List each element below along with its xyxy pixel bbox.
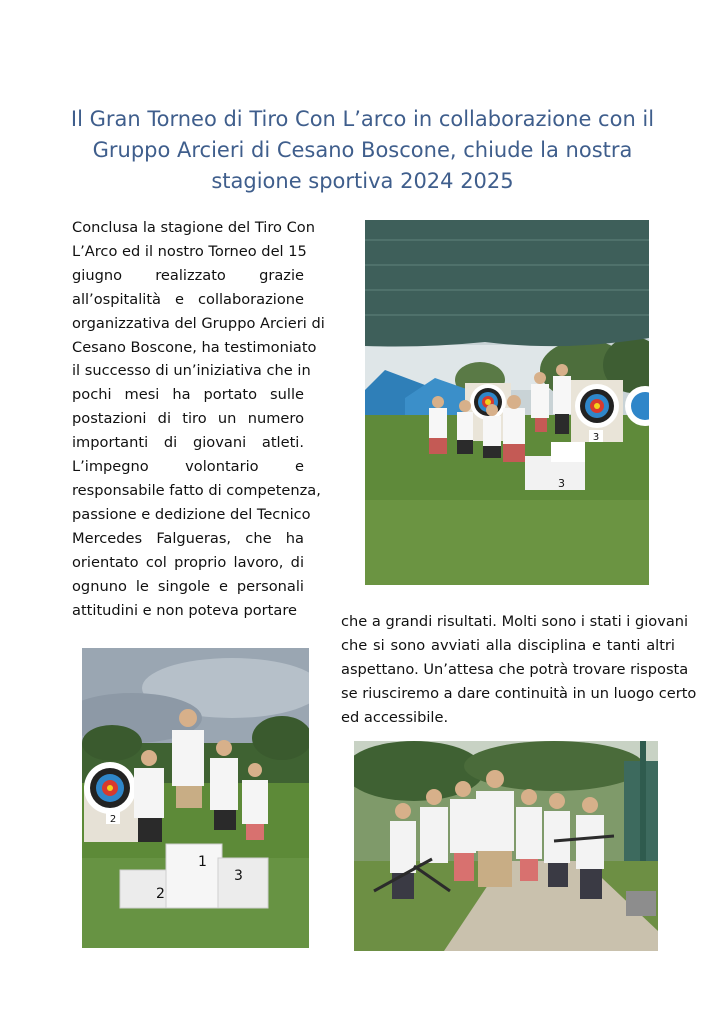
body-text-left-column: [72, 216, 325, 622]
text-line: organizzativa del Gruppo Arcieri di: [72, 314, 325, 332]
text-line: ed accessibile.: [341, 708, 449, 726]
photo-podium-ceremony: [82, 648, 309, 948]
text-line: Cesano Boscone, ha testimoniato: [72, 338, 317, 356]
text-line: pochi mesi ha portato sulle: [72, 386, 304, 404]
podium-number: 2: [156, 886, 165, 902]
text-line: che si sono avviati alla disciplina e tanti altri: [341, 636, 675, 654]
podium-number: 3: [558, 477, 565, 490]
body-text-right-column: [341, 610, 697, 730]
text-line: L’impegno volontario e: [72, 458, 304, 476]
text-line: Conclusa la stagione del Tiro Con: [72, 219, 315, 236]
text-line: aspettano. Un’attesa che potrà trovare risposta: [341, 660, 689, 678]
text-line: all’ospitalità e collaborazione: [72, 290, 304, 308]
text-line: responsabile fatto di competenza,: [72, 481, 321, 499]
title-line-2: Gruppo Arcieri di Cesano Boscone, chiude la nostra: [92, 138, 633, 162]
article-title: [60, 104, 665, 197]
target-number: 3: [592, 432, 600, 443]
title-line-1: Il Gran Torneo di Tiro Con L’arco in collaborazione con il: [70, 107, 655, 131]
text-line: il successo di un’iniziativa che in: [72, 362, 311, 380]
text-line: se riusciremo a dare continuità in un luogo certo: [341, 684, 697, 702]
target-number: 2: [109, 814, 117, 825]
podium-number: 3: [234, 868, 243, 884]
text-line: orientato col proprio lavoro, di: [72, 553, 304, 571]
title-line-3: stagione sportiva 2024 2025: [211, 169, 514, 193]
text-line: che a grandi risultati. Molti sono i stati i giovani: [341, 613, 689, 630]
photo-group-on-podium: [365, 220, 649, 585]
text-line: importanti di giovani atleti.: [72, 434, 304, 452]
text-line: attitudini e non poteva portare: [72, 601, 297, 619]
text-line: ognuno le singole e personali: [72, 577, 304, 595]
podium-number: 1: [198, 854, 207, 870]
text-line: postazioni di tiro un numero: [72, 410, 304, 428]
text-line: passione e dedizione del Tecnico: [72, 505, 311, 523]
text-line: giugno realizzato grazie: [72, 266, 304, 284]
text-line: Mercedes Falgueras, che ha: [72, 529, 304, 547]
photo-group-of-archers: [354, 741, 658, 951]
text-line: L’Arco ed il nostro Torneo del 15: [72, 242, 307, 260]
